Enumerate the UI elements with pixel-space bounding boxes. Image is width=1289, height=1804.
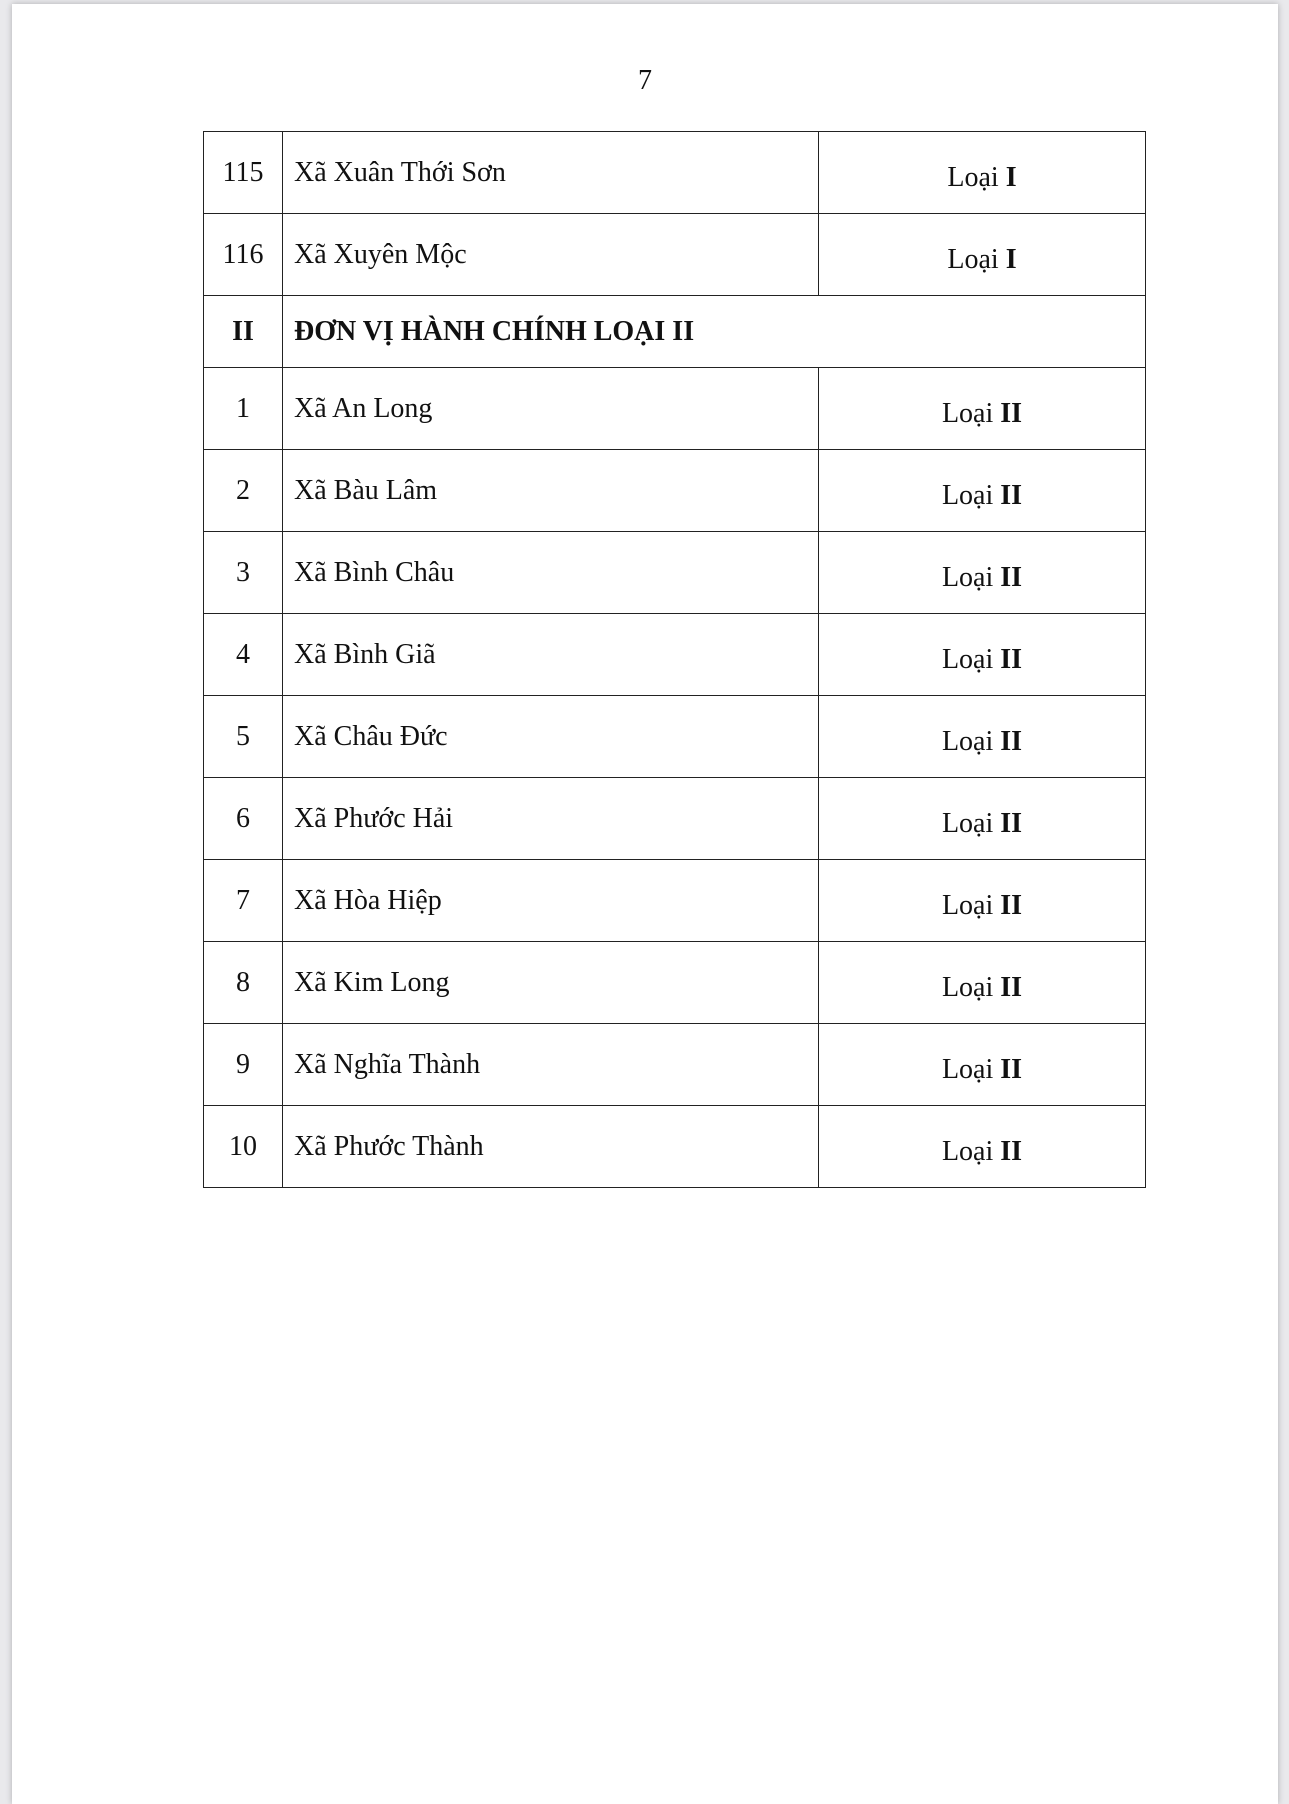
table-row	[204, 696, 1146, 778]
row-number: 1	[204, 368, 283, 450]
unit-name: Xã Phước Thành	[283, 1106, 819, 1188]
table-row	[204, 1106, 1146, 1188]
classification-grade: I	[1005, 243, 1017, 275]
row-number: 6	[204, 778, 283, 860]
classification-prefix: Loại	[941, 807, 994, 839]
table-row	[204, 450, 1146, 532]
table-row	[204, 132, 1146, 214]
classification-prefix: Loại	[947, 243, 999, 275]
classification-prefix: Loại	[941, 479, 994, 511]
table-row	[204, 942, 1146, 1024]
unit-name: Xã Bàu Lâm	[283, 450, 819, 532]
table-row	[204, 368, 1146, 450]
unit-classification	[819, 942, 1146, 1024]
unit-classification	[819, 860, 1146, 942]
unit-name: Xã Hòa Hiệp	[283, 860, 819, 942]
row-number: 3	[204, 532, 283, 614]
row-number: 10	[204, 1106, 283, 1188]
classification-grade: II	[1000, 889, 1023, 921]
table-row	[204, 860, 1146, 942]
unit-classification	[819, 614, 1146, 696]
classification-prefix: Loại	[941, 971, 994, 1003]
classification-grade: II	[1000, 1053, 1023, 1085]
unit-name: Xã Phước Hải	[283, 778, 819, 860]
unit-name: Xã Bình Châu	[283, 532, 819, 614]
classification-grade: II	[1000, 397, 1023, 429]
table-row	[204, 614, 1146, 696]
section-header-row	[204, 296, 1146, 368]
table-row	[204, 778, 1146, 860]
row-number: 4	[204, 614, 283, 696]
unit-name: Xã Châu Đức	[283, 696, 819, 778]
table-row	[204, 1024, 1146, 1106]
classification-grade: I	[1005, 161, 1017, 193]
unit-classification	[819, 1106, 1146, 1188]
row-number: 8	[204, 942, 283, 1024]
section-number: II	[204, 296, 283, 368]
unit-classification	[819, 450, 1146, 532]
row-number: 7	[204, 860, 283, 942]
classification-prefix: Loại	[941, 397, 994, 429]
classification-grade: II	[1000, 971, 1023, 1003]
classification-prefix: Loại	[941, 643, 994, 675]
unit-name: Xã Kim Long	[283, 942, 819, 1024]
row-number: 115	[204, 132, 283, 214]
classification-grade: II	[1000, 479, 1023, 511]
row-number: 9	[204, 1024, 283, 1106]
row-number: 116	[204, 214, 283, 296]
unit-classification	[819, 368, 1146, 450]
unit-name: Xã Xuân Thới Sơn	[283, 132, 819, 214]
administrative-units-table	[203, 131, 1146, 1188]
unit-name: Xã Bình Giã	[283, 614, 819, 696]
table-row	[204, 532, 1146, 614]
classification-prefix: Loại	[941, 1135, 994, 1167]
classification-grade: II	[1000, 643, 1023, 675]
classification-prefix: Loại	[941, 1053, 994, 1085]
classification-prefix: Loại	[941, 561, 994, 593]
row-number: 5	[204, 696, 283, 778]
classification-prefix: Loại	[947, 161, 999, 193]
page-number: 7	[638, 65, 652, 96]
classification-prefix: Loại	[941, 725, 994, 757]
unit-classification	[819, 214, 1146, 296]
row-number: 2	[204, 450, 283, 532]
classification-prefix: Loại	[941, 889, 994, 921]
classification-grade: II	[1000, 561, 1023, 593]
unit-classification	[819, 696, 1146, 778]
unit-name: Xã An Long	[283, 368, 819, 450]
unit-classification	[819, 132, 1146, 214]
unit-classification	[819, 532, 1146, 614]
table-row	[204, 214, 1146, 296]
unit-classification	[819, 778, 1146, 860]
classification-grade: II	[1000, 1135, 1023, 1167]
unit-name: Xã Xuyên Mộc	[283, 214, 819, 296]
classification-grade: II	[1000, 725, 1023, 757]
classification-grade: II	[1000, 807, 1023, 839]
unit-name: Xã Nghĩa Thành	[283, 1024, 819, 1106]
document-page	[12, 4, 1278, 1804]
unit-classification	[819, 1024, 1146, 1106]
section-title: ĐƠN VỊ HÀNH CHÍNH LOẠI II	[283, 296, 1146, 368]
